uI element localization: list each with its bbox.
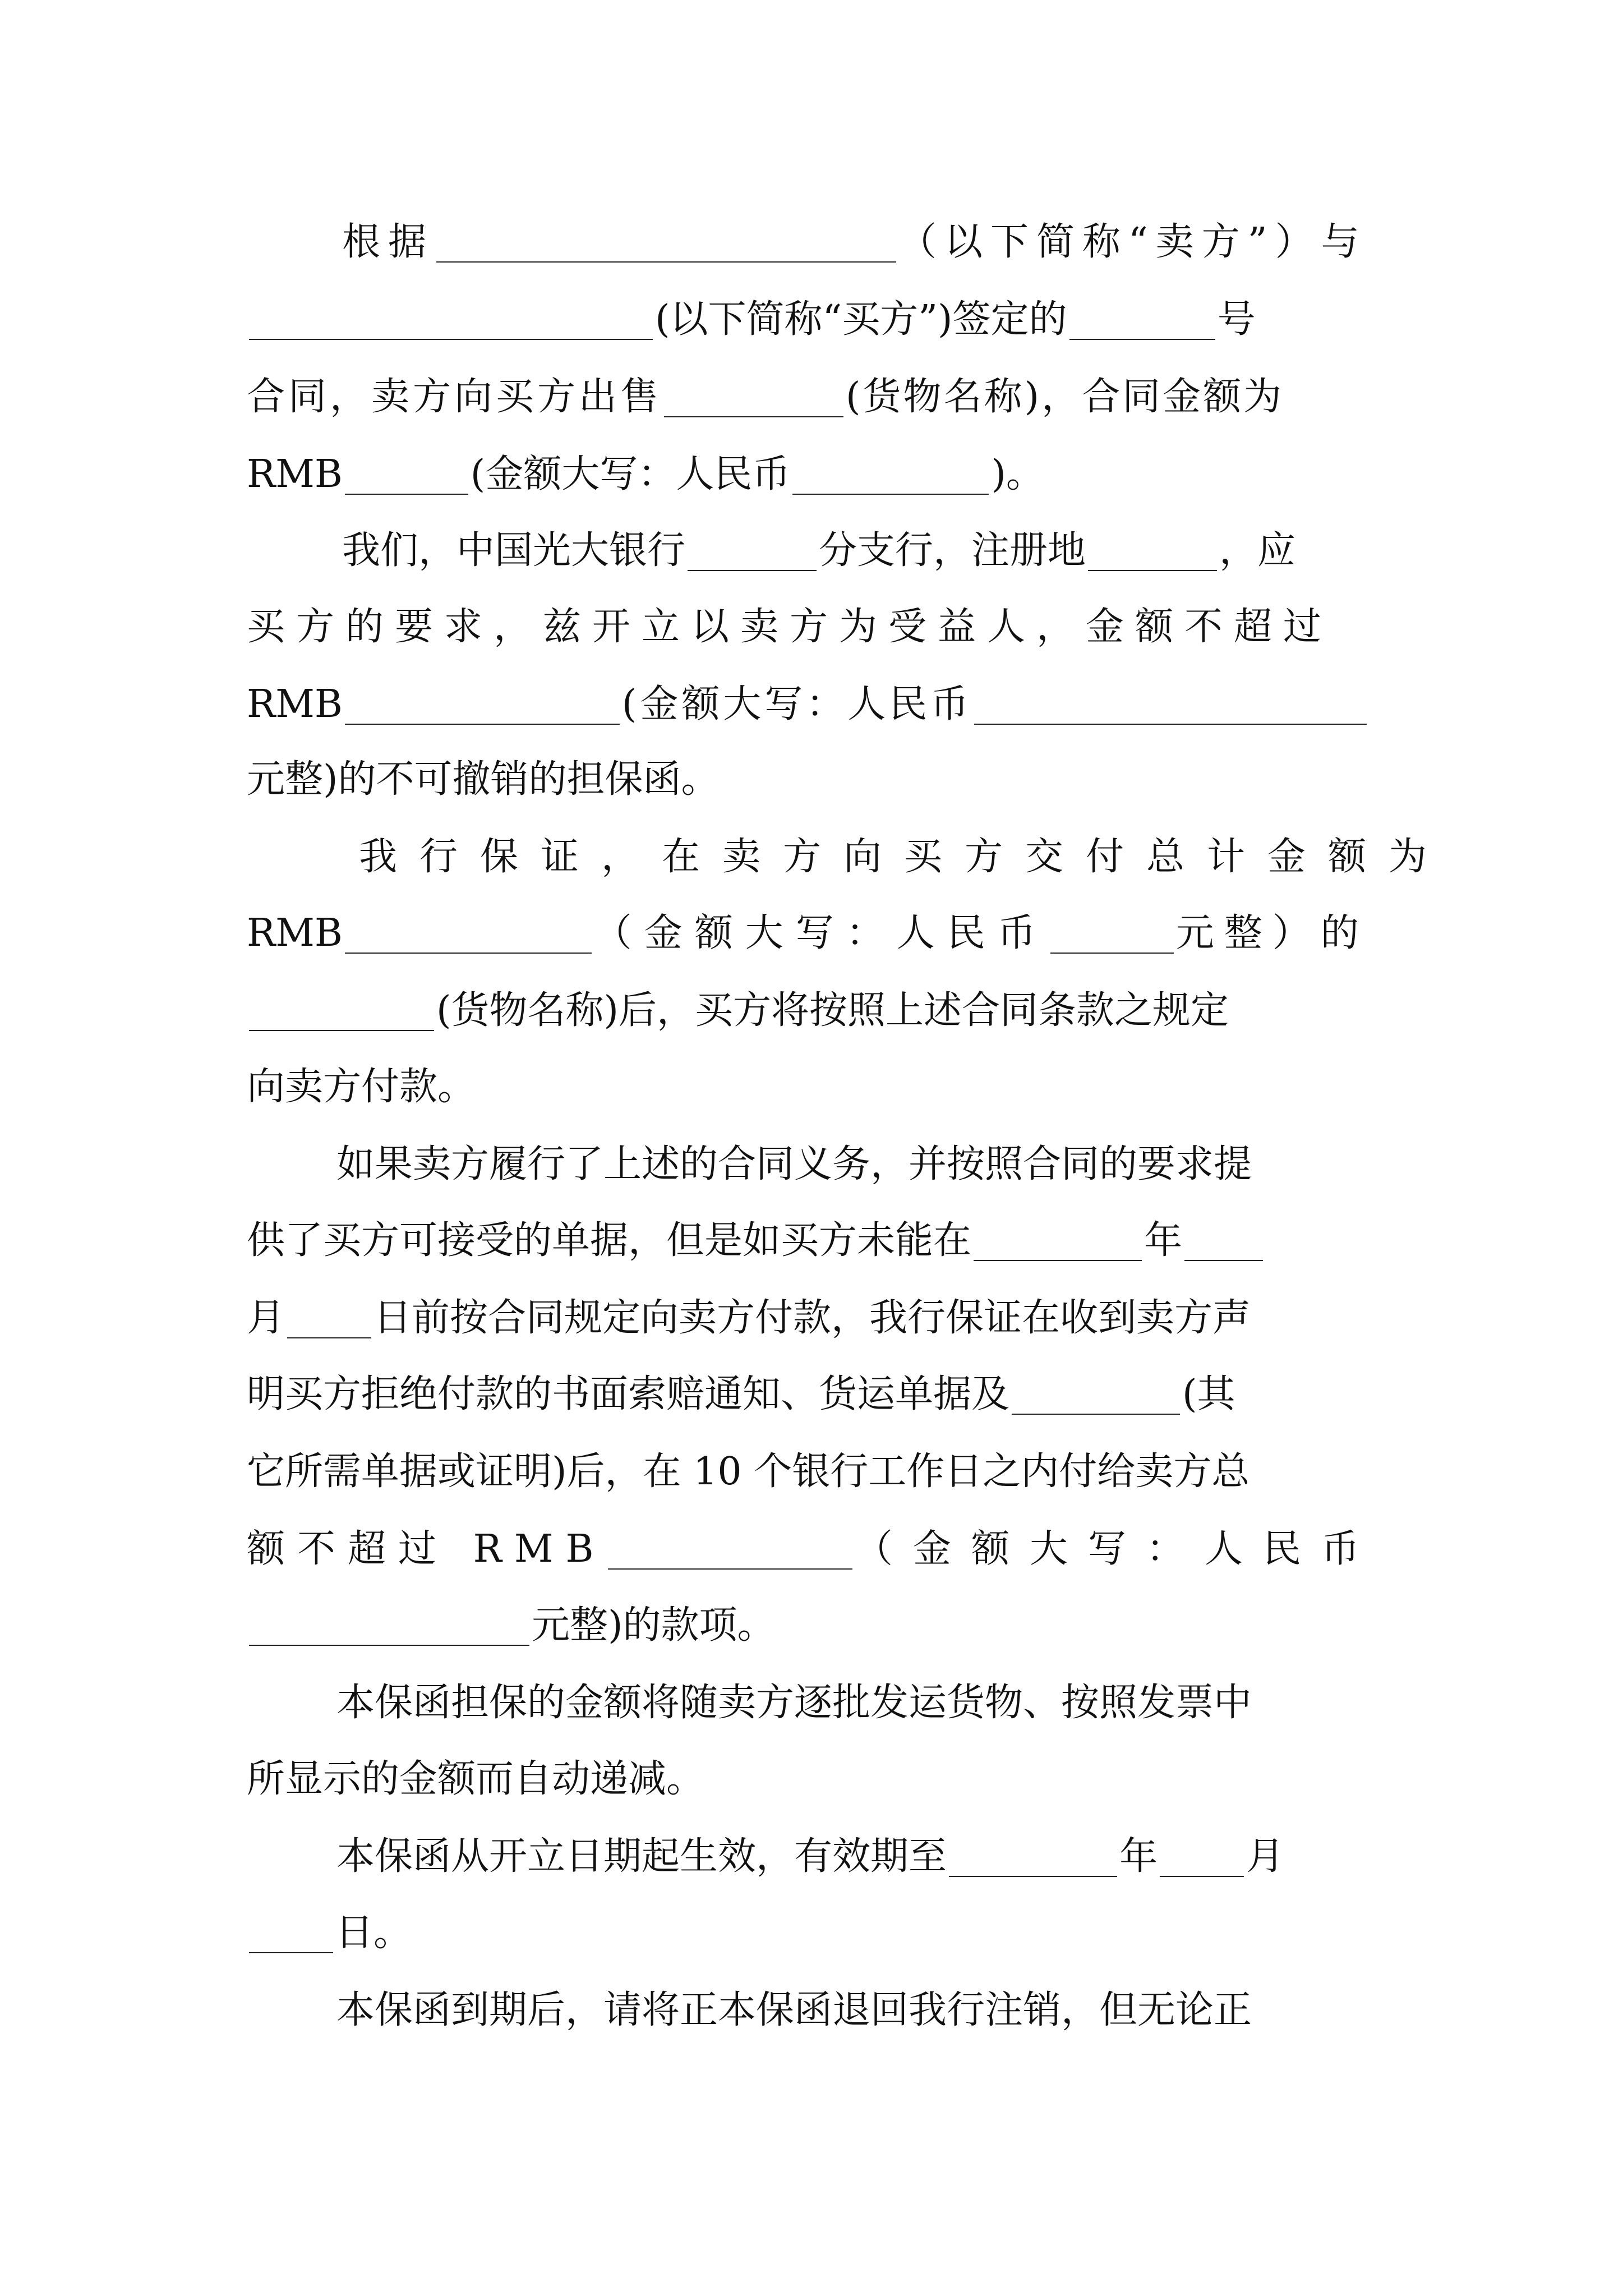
p3-line-1: [247, 829, 1450, 885]
p6-text: 月: [1246, 1834, 1285, 1879]
max-amount-words-blank: [974, 690, 1367, 725]
p4-text: 月: [247, 1296, 285, 1340]
expiry-month-blank: [1160, 1842, 1244, 1877]
p2-line-1: [247, 523, 1380, 579]
p3-line-2: [247, 905, 1380, 961]
p4-text: 明买方拒绝付款的书面索赔通知、货运单据及: [247, 1372, 1010, 1416]
p2-text: (金额大写：人民币: [621, 682, 972, 726]
payment-day-blank: [287, 1304, 371, 1338]
p1-line-3: [247, 369, 1380, 425]
payment-year-blank: [974, 1226, 1142, 1261]
p4-text: 年: [1144, 1218, 1183, 1263]
p4-text: 元整)的款项。: [532, 1603, 776, 1648]
p3-text: （金额大写：人民币: [593, 911, 1048, 955]
p4-text: 如果卖方履行了上述的合同义务，并按照合同的要求提: [336, 1142, 1252, 1186]
p6-text: 日。: [335, 1911, 412, 1955]
p5-line-1: [247, 1675, 1380, 1731]
goods-name-blank-2: [249, 996, 434, 1031]
p1-text: RMB: [247, 452, 343, 496]
shipping-docs-blank: [1012, 1380, 1180, 1415]
p6-text: 本保函从开立日期起生效，有效期至: [336, 1834, 947, 1879]
delivery-amount-words-blank: [1050, 919, 1174, 954]
p5-line-2: [247, 1751, 1380, 1807]
p6-line-1: [247, 1829, 1380, 1885]
p3-text: 向卖方付款。: [247, 1065, 476, 1109]
p2-text: 我们，中国光大银行: [342, 528, 686, 573]
expiry-day-blank: [249, 1918, 333, 1953]
p2-text: RMB: [247, 682, 343, 726]
p1-text: )。: [991, 452, 1044, 496]
p1-line-2: [247, 292, 1380, 348]
goods-name-blank: [664, 383, 843, 417]
p4-line-7: [247, 1598, 1380, 1654]
payment-month-blank: [1184, 1226, 1263, 1261]
delivery-amount-blank: [345, 919, 592, 954]
contract-amount-words-blank: [792, 460, 989, 495]
p1-text: 号: [1217, 297, 1256, 342]
p1-line-1: [247, 214, 1380, 270]
p2-text: 元整)的不可撤销的担保函。: [247, 757, 720, 802]
p3-text: RMB: [247, 911, 343, 955]
p7-text: 本保函到期后，请将正本保函退回我行注销，但无论正: [336, 1988, 1252, 2032]
p1-text: 根据: [342, 220, 435, 264]
p4-text: 供了买方可接受的单据，但是如买方未能在: [247, 1218, 972, 1263]
p5-text: 本保函担保的金额将随卖方逐批发运货物、按照发票中: [336, 1681, 1252, 1725]
p1-text: (金额大写：人民币: [470, 452, 791, 496]
p4-line-5: [247, 1444, 1380, 1500]
p4-text: 它所需单据或证明)后，在 10 个银行工作日之内付给卖方总: [247, 1450, 1250, 1494]
max-amount-blank: [345, 690, 620, 725]
p2-line-4: [247, 752, 1380, 808]
p4-line-4: [247, 1366, 1380, 1423]
p6-text: 年: [1119, 1834, 1158, 1879]
p6-line-2: [247, 1905, 1380, 1961]
claim-amount-words-blank: [249, 1611, 529, 1646]
p4-text: 日前按合同规定向卖方付款，我行保证在收到卖方声: [374, 1296, 1251, 1340]
p4-line-6: [247, 1521, 1380, 1577]
p3-text: 我行保证，在卖方向买方交付总计金额为: [359, 835, 1450, 879]
p3-line-3: [247, 983, 1380, 1039]
contract-number-blank: [1069, 305, 1215, 340]
p4-line-3: [247, 1290, 1380, 1346]
p3-text: (货物名称)后，买方将按照上述合同条款之规定: [436, 988, 1229, 1033]
contract-amount-blank: [345, 460, 468, 495]
p4-text: （金额大写：人民币: [854, 1527, 1380, 1571]
p4-line-2: [247, 1213, 1380, 1269]
branch-blank: [688, 536, 817, 571]
p1-line-4: [247, 447, 1380, 503]
p2-line-3: [247, 677, 1380, 733]
p2-text: ，应: [1219, 528, 1296, 573]
buyer-name-blank: [249, 305, 653, 340]
p1-text: (以下简称“买方”)签定的: [655, 297, 1067, 342]
p4-line-1: [247, 1137, 1380, 1193]
p5-text: 所显示的金额而自动递减。: [247, 1757, 705, 1801]
seller-name-blank: [436, 228, 896, 263]
p1-text: (货物名称)，合同金额为: [846, 375, 1284, 419]
p7-line-1: [247, 1982, 1380, 2039]
p1-text: 合同，卖方向买方出售: [247, 375, 662, 419]
p2-text: 买方的要求，兹开立以卖方为受益人，金额不超过: [247, 605, 1333, 649]
p4-text: 额不超过 RMB: [247, 1527, 606, 1571]
p3-text: 元整）的: [1175, 911, 1369, 955]
registered-address-blank: [1088, 536, 1217, 571]
p1-text: （以下简称“卖方”）与: [898, 220, 1367, 264]
p3-line-4: [247, 1059, 1380, 1115]
claim-amount-blank: [608, 1535, 852, 1570]
p2-line-2: [247, 599, 1380, 655]
p2-text: 分支行，注册地: [819, 528, 1086, 573]
p4-text: (其: [1182, 1372, 1235, 1416]
expiry-year-blank: [949, 1842, 1117, 1877]
